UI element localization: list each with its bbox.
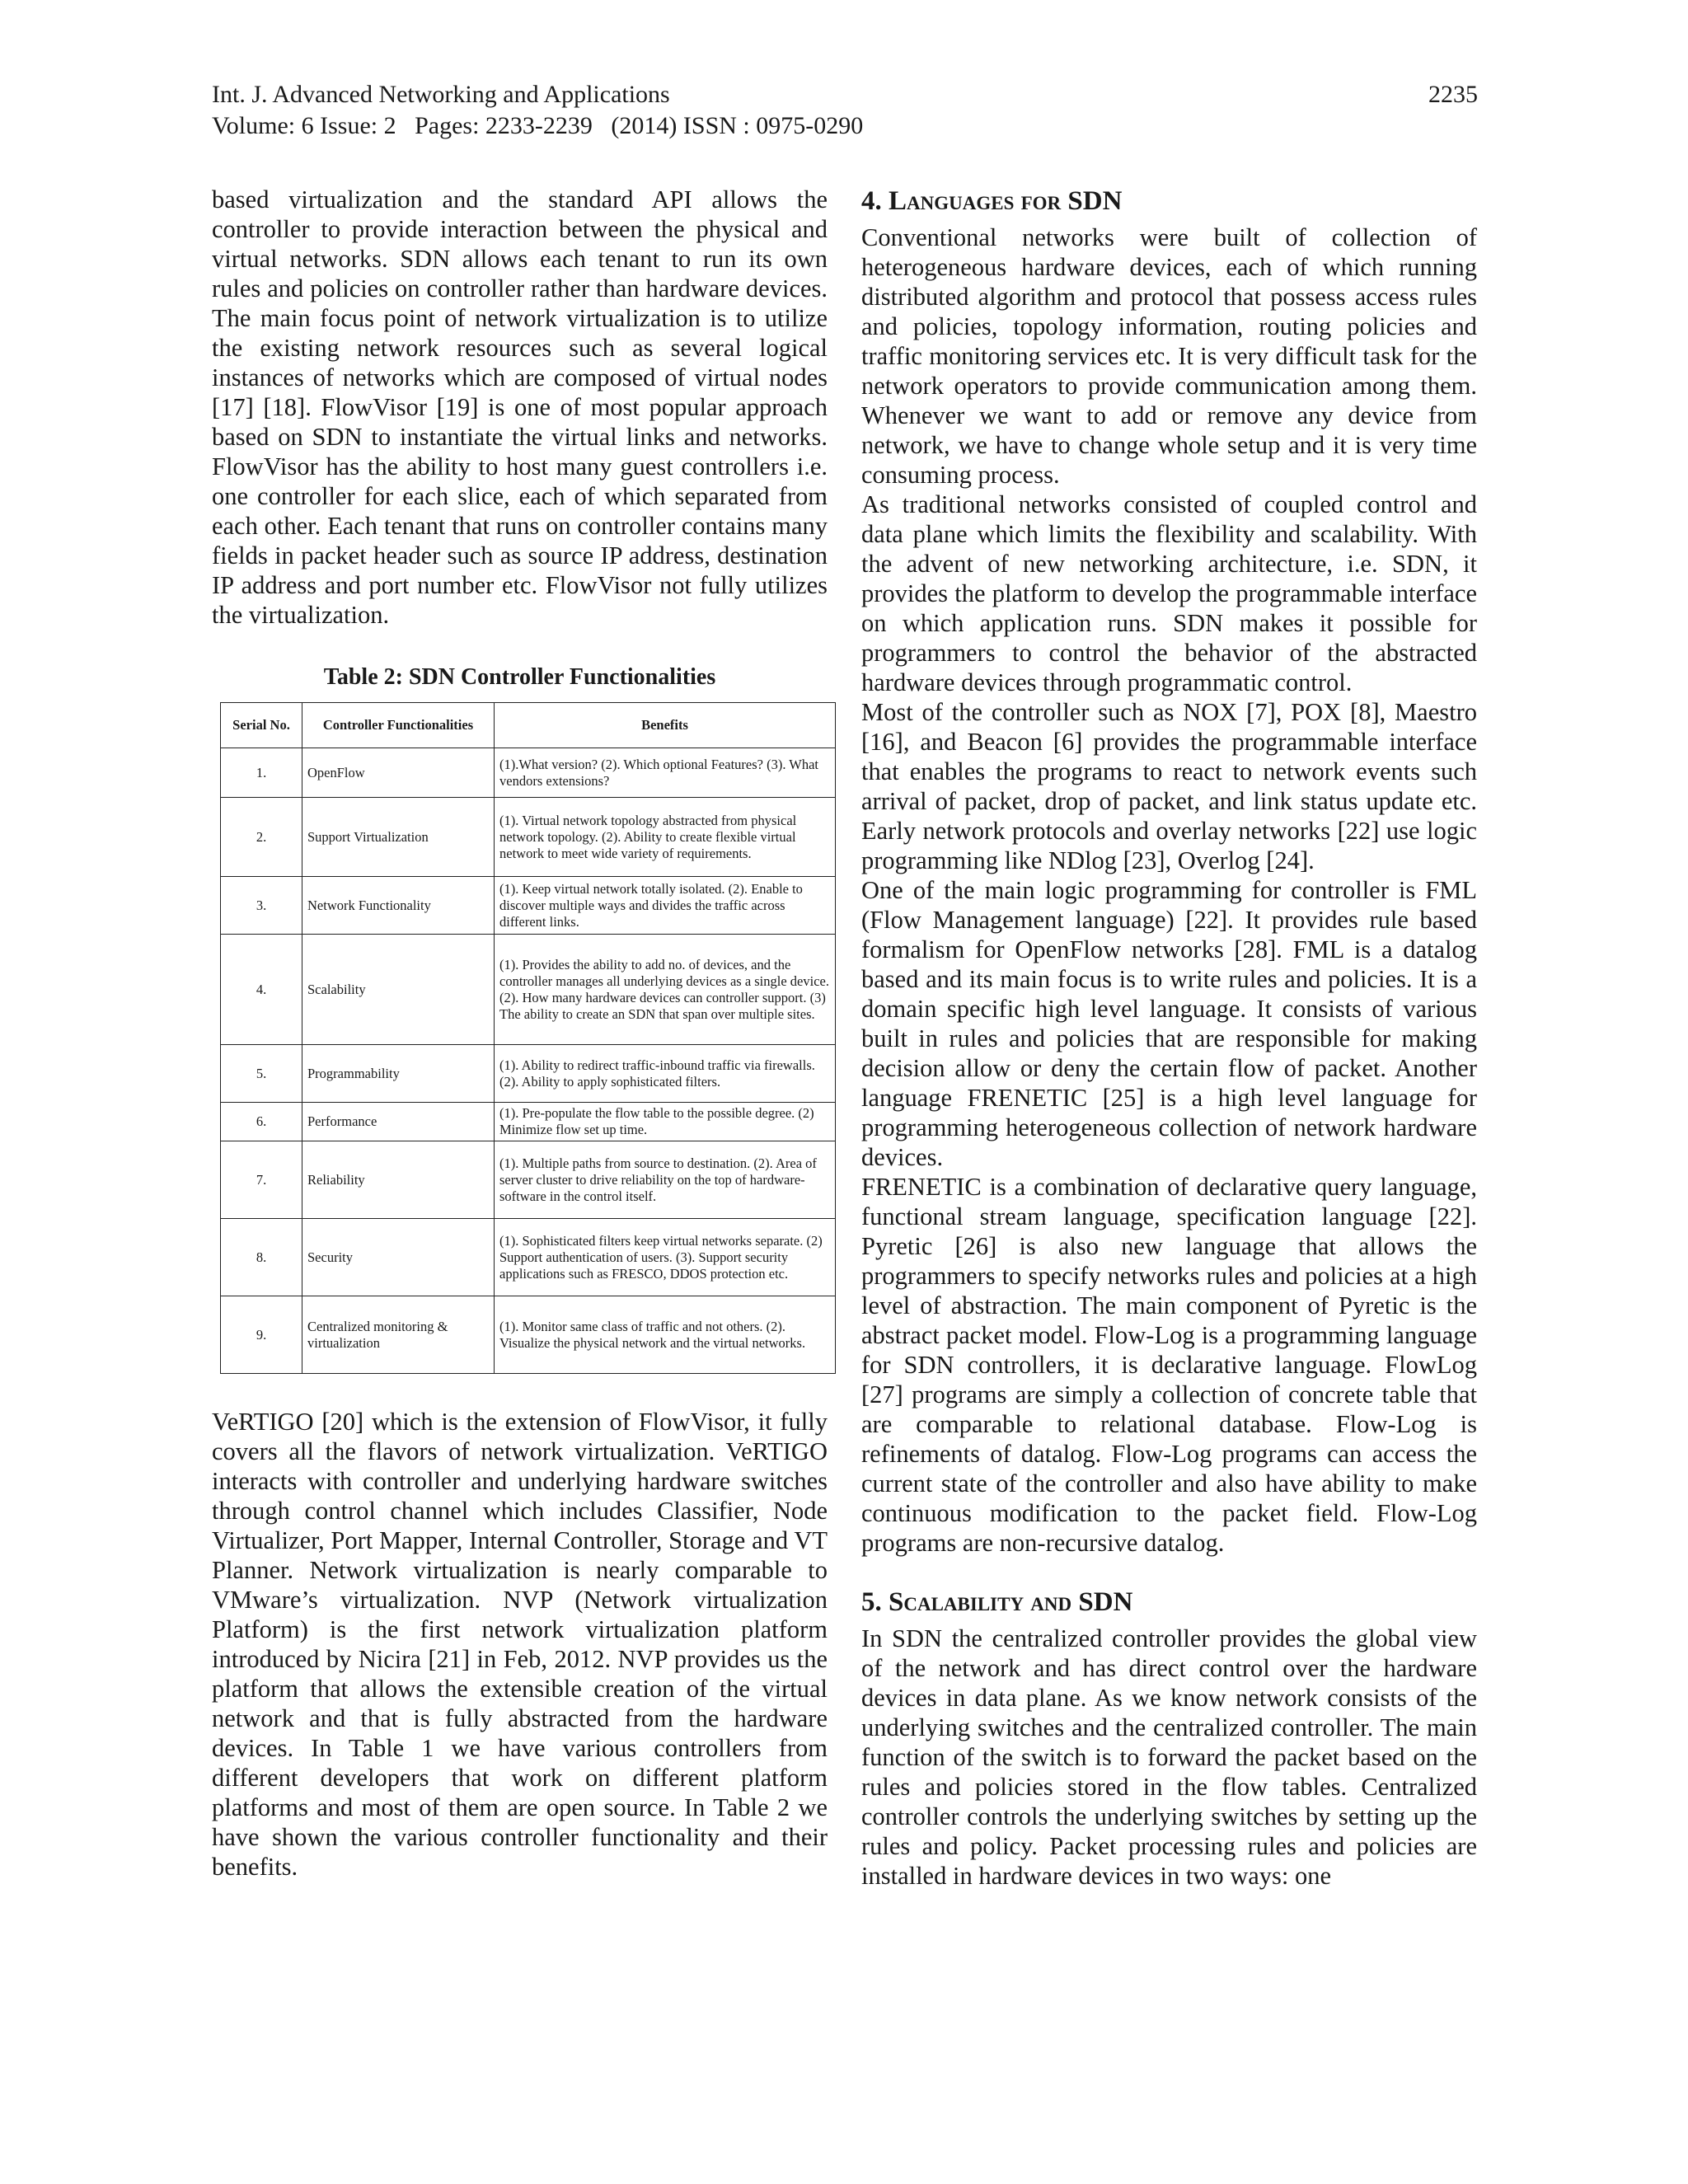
serial-cell: 9.	[221, 1296, 302, 1374]
functionality-cell: Scalability	[302, 935, 495, 1045]
volume-info: Volume: 6 Issue: 2 Pages: 2233-2239 (2014) ISSN : 0975-0290	[212, 112, 864, 139]
table-row	[221, 1141, 836, 1219]
paragraph: Conventional networks were built of collection of heterogeneous hardware devices, each of which running distributed algorithm and protocol that possess access rules and policies, topology information, routing policies and traffic monitoring services etc. It is very difficult task for the network operators to provide communication among them. Whenever we want to add or remove any device from network, we have to change whole setup and it is very time consuming process.	[861, 223, 1477, 489]
paragraph: One of the main logic programming for controller is FML (Flow Management language) [22]. It provides rule based formalism for OpenFlow networks [28]. FML is a datalog based and its main focus is to write rules and policies. It is a domain specific high level language. It consists of various built in rules and policies that are responsible for making decision allow or deny the certain flow of packet. Another language FRENETIC [25] is a high level language for programming heterogeneous collection of network hardware devices.	[861, 876, 1477, 1171]
functionality-cell: Support Virtualization	[302, 798, 495, 877]
paragraph: FRENETIC is a combination of declarative query language, functional stream language, specification language [22]. Pyretic [26] is also new language that allows the programmers to specify networks rules and policies at a high level of abstraction. The main component of Pyretic is the abstract packet model. Flow-Log is a programming language for SDN controllers, it is declarative language. FlowLog [27] programs are simply a collection of concrete table that are comparable to relational database. Flow-Log is refinements of datalog. Flow-Log programs can access the current state of the controller and also have ability to make continuous modification to the packet field. Flow-Log programs are non-recursive datalog.	[861, 1173, 1477, 1557]
table-row	[221, 1103, 836, 1141]
benefit-cell: (1). Provides the ability to add no. of devices, and the controller manages all underlying devices as a single device. (2). How many hardware devices can controller support. (3) The ability to create an SDN that span over multiple sites.	[495, 935, 836, 1045]
serial-cell: 8.	[221, 1219, 302, 1296]
benefit-cell: (1). Keep virtual network totally isolated. (2). Enable to discover multiple ways and divides the traffic across different links.	[495, 877, 836, 935]
table-row	[221, 1219, 836, 1296]
table-row	[221, 1296, 836, 1374]
page-number: 2235	[1428, 81, 1478, 108]
column-header: Serial No.	[221, 703, 302, 748]
column-header: Controller Functionalities	[302, 703, 495, 748]
serial-cell: 6.	[221, 1103, 302, 1141]
functionality-cell: OpenFlow	[302, 748, 495, 798]
functionality-cell: Network Functionality	[302, 877, 495, 935]
left-column	[212, 185, 828, 1882]
serial-cell: 4.	[221, 935, 302, 1045]
right-column	[861, 185, 1477, 1891]
table-row	[221, 877, 836, 935]
paragraph: Most of the controller such as NOX [7], POX [8], Maestro [16], and Beacon [6] provides the programmable interface that enables the programs to react to network events such arrival of packet, drop of packet, and link status update etc. Early network protocols and overlay networks [22] use logic programming like NDlog [23], Overlog [24].	[861, 698, 1477, 874]
serial-cell: 2.	[221, 798, 302, 877]
functionality-cell: Centralized monitoring & virtualization	[302, 1296, 495, 1374]
paragraph: In SDN the centralized controller provides the global view of the network and has direct control over the hardware devices in data plane. As we know network consists of the underlying switches and the centralized controller. The main function of the switch is to forward the packet based on the rules and policies stored in the flow tables. Centralized controller controls the underlying switches by setting up the rules and policy. Packet processing rules and policies are installed in hardware devices in two ways: one	[861, 1624, 1477, 1890]
section-heading	[861, 1586, 1477, 1619]
running-header	[212, 79, 1478, 142]
serial-cell: 3.	[221, 877, 302, 935]
functionality-cell: Reliability	[302, 1141, 495, 1219]
paragraph: VeRTIGO [20] which is the extension of FlowVisor, it fully covers all the flavors of network virtualization. VeRTIGO interacts with controller and underlying hardware switches through control channel which includes Classifier, Node Virtualizer, Port Mapper, Internal Controller, Storage and VT Planner. Network virtualization is nearly comparable to VMware’s virtualization. NVP (Network virtualization Platform) is the first network virtualization platform introduced by Nicira [21] in Feb, 2012. NVP provides us the platform that allows the extensible creation of the virtual network and that is fully abstracted from the hardware devices. In Table 1 we have various controllers from different developers that work on different platform platforms and most of them are open source. In Table 2 we have shown the various controller functionality and their benefits.	[212, 1408, 828, 1881]
table-header-row	[221, 703, 836, 748]
journal-title: Int. J. Advanced Networking and Applications	[212, 81, 670, 108]
section-title: Languages for SDN	[889, 186, 1123, 216]
section-heading	[861, 185, 1477, 218]
benefit-cell: (1).What version? (2). Which optional Features? (3). What vendors extensions?	[495, 748, 836, 798]
benefit-cell: (1). Ability to redirect traffic-inbound traffic via firewalls. (2). Ability to apply sophisticated filters.	[495, 1045, 836, 1103]
section-title: Scalability and SDN	[889, 1587, 1133, 1617]
table-row	[221, 935, 836, 1045]
paragraph: As traditional networks consisted of coupled control and data plane which limits the flexibility and scalability. With the advent of new networking architecture, i.e. SDN, it provides the platform to develop the programmable interface on which application runs. SDN makes it possible for programmers to control the behavior of the abstracted hardware devices through programmatic control.	[861, 490, 1477, 696]
functionality-cell: Programmability	[302, 1045, 495, 1103]
table-row	[221, 1045, 836, 1103]
benefit-cell: (1). Monitor same class of traffic and not others. (2). Visualize the physical network and the virtual networks.	[495, 1296, 836, 1374]
benefit-cell: (1). Multiple paths from source to destination. (2). Area of server cluster to drive reliability on the top of hardware-software in the control itself.	[495, 1141, 836, 1219]
benefit-cell: (1). Virtual network topology abstracted from physical network topology. (2). Ability to create flexible virtual network to meet wide variety of requirements.	[495, 798, 836, 877]
benefit-cell: (1). Pre-populate the flow table to the possible degree. (2) Minimize flow set up time.	[495, 1103, 836, 1141]
serial-cell: 7.	[221, 1141, 302, 1219]
paragraph: based virtualization and the standard API allows the controller to provide interaction between the physical and virtual networks. SDN allows each tenant to run its own rules and policies on controller rather than hardware devices. The main focus point of network virtualization is to utilize the existing network resources such as several logical instances of networks which are composed of virtual nodes [17] [18]. FlowVisor [19] is one of most popular approach based on SDN to instantiate the virtual links and networks. FlowVisor has the ability to host many guest controllers i.e. one controller for each slice, each of which separated from each other. Each tenant that runs on controller contains many fields in packet header such as source IP address, destination IP address and port number etc. FlowVisor not fully utilizes the virtualization.	[212, 185, 828, 629]
functionalities-table	[220, 702, 836, 1374]
table-caption: Table 2: SDN Controller Functionalities	[323, 664, 716, 690]
section-number: 4.	[861, 186, 882, 216]
serial-cell: 5.	[221, 1045, 302, 1103]
benefit-cell: (1). Sophisticated filters keep virtual networks separate. (2) Support authentication of users. (3). Support security applications such as FRESCO, DDOS protection etc.	[495, 1219, 836, 1296]
column-header: Benefits	[495, 703, 836, 748]
table-row	[221, 748, 836, 798]
serial-cell: 1.	[221, 748, 302, 798]
table-row	[221, 798, 836, 877]
section-number: 5.	[861, 1587, 882, 1617]
functionality-cell: Performance	[302, 1103, 495, 1141]
functionality-cell: Security	[302, 1219, 495, 1296]
